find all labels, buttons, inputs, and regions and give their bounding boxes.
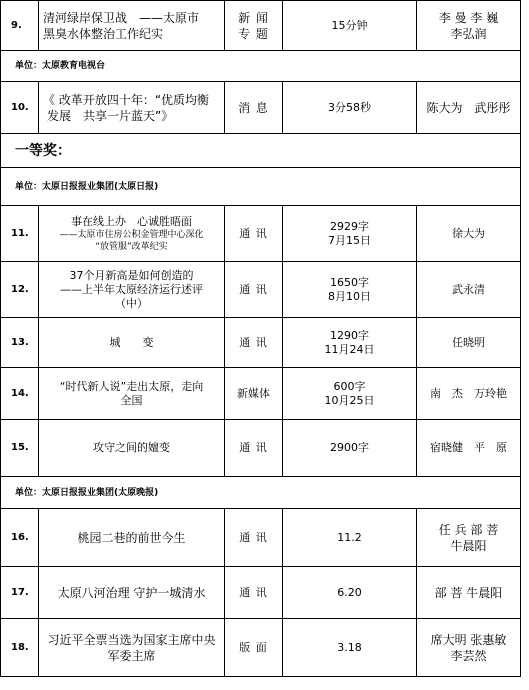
table-row <box>1 509 521 567</box>
work-type: 消 息 <box>225 82 283 134</box>
unit-heading: 单位：太原日报报业集团(太原日报) <box>1 168 521 206</box>
author-names: 陈大为 武彤彤 <box>417 82 521 134</box>
word-count: 2900字 <box>283 420 417 477</box>
work-title: 太原八河治理 守护一城清水 <box>39 567 225 619</box>
row-number: 10. <box>1 82 39 134</box>
word-count-date: 1650字 8月10日 <box>283 262 417 318</box>
row-number: 12. <box>1 262 39 318</box>
row-number: 17. <box>1 567 39 619</box>
work-length: 15分钟 <box>283 1 417 51</box>
unit-heading: 单位：太原教育电视台 <box>1 51 521 82</box>
table-row <box>1 567 521 619</box>
table-row <box>1 262 521 318</box>
work-title: 《 改革开放四十年：“优质均衡 发展 共享一片蓝天”》 <box>39 82 225 134</box>
work-type: 通 讯 <box>225 509 283 567</box>
table-row <box>1 619 521 677</box>
work-title: 习近平全票当选为国家主席中央 军委主席 <box>39 619 225 677</box>
work-type: 通 讯 <box>225 262 283 318</box>
work-title: 37个月新高是如何创造的 ——上半年太原经济运行述评 （中） <box>39 262 225 318</box>
work-type: 通 讯 <box>225 318 283 368</box>
work-title: 清河绿岸保卫战 ——太原市 黑臭水体整治工作纪实 <box>39 1 225 51</box>
author-names: 南 杰 万玲艳 <box>417 368 521 420</box>
author-names: 李 曼 李 巍 李弘润 <box>417 1 521 51</box>
award-level-row <box>1 134 521 168</box>
unit-header-row <box>1 477 521 509</box>
table-row <box>1 420 521 477</box>
work-title: 桃园二巷的前世今生 <box>39 509 225 567</box>
work-title: 攻守之间的嬗变 <box>39 420 225 477</box>
work-title: 城 变 <box>39 318 225 368</box>
work-type: 新 闻 专 题 <box>225 1 283 51</box>
award-level-heading: 一等奖： <box>1 134 521 168</box>
unit-header-row <box>1 168 521 206</box>
row-number: 15. <box>1 420 39 477</box>
unit-header-row <box>1 51 521 82</box>
work-length: 3分58秒 <box>283 82 417 134</box>
word-count-date: 600字 10月25日 <box>283 368 417 420</box>
table-row <box>1 318 521 368</box>
work-type: 通 讯 <box>225 420 283 477</box>
work-type: 通 讯 <box>225 567 283 619</box>
row-number: 11. <box>1 206 39 262</box>
work-date: 11.2 <box>283 509 417 567</box>
table-row <box>1 82 521 134</box>
work-title: 事在线上办 心诚胜晤面 ——太原市住房公积金管理中心深化 “放管服”改革纪实 <box>39 206 225 262</box>
work-title: “时代新人说”走出太原，走向 全国 <box>39 368 225 420</box>
work-type: 版 面 <box>225 619 283 677</box>
author-names: 宿晓健 平 原 <box>417 420 521 477</box>
table-row <box>1 206 521 262</box>
unit-heading: 单位：太原日报报业集团(太原晚报) <box>1 477 521 509</box>
row-number: 16. <box>1 509 39 567</box>
word-count-date: 1290字 11月24日 <box>283 318 417 368</box>
work-type: 新媒体 <box>225 368 283 420</box>
work-type: 通 讯 <box>225 206 283 262</box>
work-date: 3.18 <box>283 619 417 677</box>
word-count-date: 2929字 7月15日 <box>283 206 417 262</box>
table-row <box>1 368 521 420</box>
author-names: 部 菩 牛晨阳 <box>417 567 521 619</box>
author-names: 徐大为 <box>417 206 521 262</box>
row-number: 9. <box>1 1 39 51</box>
author-names: 任 兵 部 菩 牛晨阳 <box>417 509 521 567</box>
table-row <box>1 1 521 51</box>
author-names: 武永清 <box>417 262 521 318</box>
row-number: 13. <box>1 318 39 368</box>
row-number: 14. <box>1 368 39 420</box>
author-names: 席大明 张惠敏 李芸然 <box>417 619 521 677</box>
row-number: 18. <box>1 619 39 677</box>
work-date: 6.20 <box>283 567 417 619</box>
author-names: 任晓明 <box>417 318 521 368</box>
